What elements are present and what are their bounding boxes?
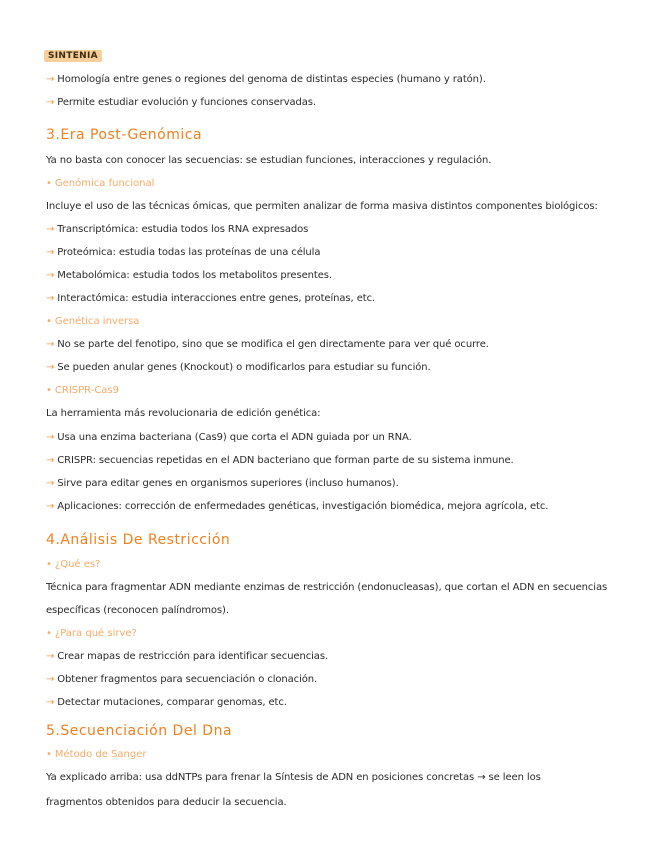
arrow-icon: →	[46, 247, 55, 258]
subheading-crispr: • CRISPR-Cas9	[46, 385, 119, 396]
paragraph: Ya explicado arriba: usa ddNTPs para frenar la Síntesis de ADN en posiciones concretas → se leen los	[46, 772, 541, 783]
list-item: → Obtener fragmentos para secuenciación o clonación.	[46, 674, 318, 685]
sintenia-label: SINTENIA	[44, 50, 102, 62]
bullet-icon: •	[46, 559, 52, 570]
subheading-para-que: • ¿Para qué sirve?	[46, 628, 137, 639]
subheading-que-es: • ¿Qué es?	[46, 559, 101, 570]
arrow-icon: →	[46, 339, 55, 350]
arrow-icon: →	[46, 270, 55, 281]
list-item: → Proteómica: estudia todas las proteínas de una célula	[46, 247, 321, 258]
arrow-icon: →	[46, 432, 55, 443]
arrow-icon: →	[46, 674, 55, 685]
list-item: → CRISPR: secuencias repetidas en el ADN bacteriano que forman parte de su sistema inmune.	[46, 455, 514, 466]
section-title-analisis-restriccion: 4.Análisis De Restricción	[46, 532, 231, 548]
paragraph: Técnica para fragmentar ADN mediante enzimas de restricción (endonucleasas), que cortan el ADN en secuencias	[46, 582, 608, 593]
subheading-sanger: • Método de Sanger	[46, 749, 147, 760]
list-item: → Transcriptómica: estudia todos los RNA expresados	[46, 224, 309, 235]
list-item: → Interactómica: estudia interacciones entre genes, proteínas, etc.	[46, 293, 376, 304]
arrow-icon: →	[46, 224, 55, 235]
bullet-icon: •	[46, 628, 52, 639]
subheading-genetica-inversa: • Genética inversa	[46, 316, 140, 327]
list-item: → Metabolómica: estudia todos los metabolitos presentes.	[46, 270, 332, 281]
bullet-icon: •	[46, 749, 52, 760]
arrow-icon: →	[46, 651, 55, 662]
section-title-post-genomica: 3.Era Post-Genómica	[46, 127, 203, 143]
paragraph: La herramienta más revolucionaria de edición genética:	[46, 408, 321, 419]
arrow-icon: →	[46, 97, 55, 108]
arrow-icon: →	[46, 293, 55, 304]
paragraph: fragmentos obtenidos para deducir la secuencia.	[46, 797, 287, 808]
arrow-icon: →	[46, 74, 55, 85]
bullet-icon: •	[46, 385, 52, 396]
bullet-icon: •	[46, 178, 52, 189]
list-item: → No se parte del fenotipo, sino que se modifica el gen directamente para ver qué ocurre.	[46, 339, 489, 350]
arrow-icon: →	[46, 455, 55, 466]
paragraph: Incluye el uso de las técnicas ómicas, que permiten analizar de forma masiva distintos componentes biológicos:	[46, 201, 598, 212]
paragraph: Ya no basta con conocer las secuencias: se estudian funciones, interacciones y regulación.	[46, 155, 492, 166]
list-item: → Permite estudiar evolución y funciones conservadas.	[46, 97, 317, 108]
list-item: → Se pueden anular genes (Knockout) o modificarlos para estudiar su función.	[46, 362, 431, 373]
bullet-icon: •	[46, 316, 52, 327]
paragraph: específicas (reconocen palíndromos).	[46, 605, 229, 616]
list-item: → Usa una enzima bacteriana (Cas9) que corta el ADN guiada por un RNA.	[46, 432, 412, 443]
section-title-secuenciacion: 5.Secuenciación Del Dna	[46, 723, 233, 739]
list-item: → Homología entre genes o regiones del genoma de distintas especies (humano y ratón).	[46, 74, 486, 85]
list-item: → Aplicaciones: corrección de enfermedades genéticas, investigación biomédica, mejora agrícola, etc.	[46, 501, 549, 512]
arrow-icon: →	[46, 362, 55, 373]
list-item: → Detectar mutaciones, comparar genomas, etc.	[46, 697, 287, 708]
arrow-icon: →	[46, 501, 55, 512]
list-item: → Crear mapas de restricción para identificar secuencias.	[46, 651, 329, 662]
arrow-icon: →	[46, 478, 55, 489]
list-item: → Sirve para editar genes en organismos superiores (incluso humanos).	[46, 478, 399, 489]
subheading-genomica-funcional: • Genómica funcional	[46, 178, 155, 189]
arrow-icon: →	[46, 697, 55, 708]
